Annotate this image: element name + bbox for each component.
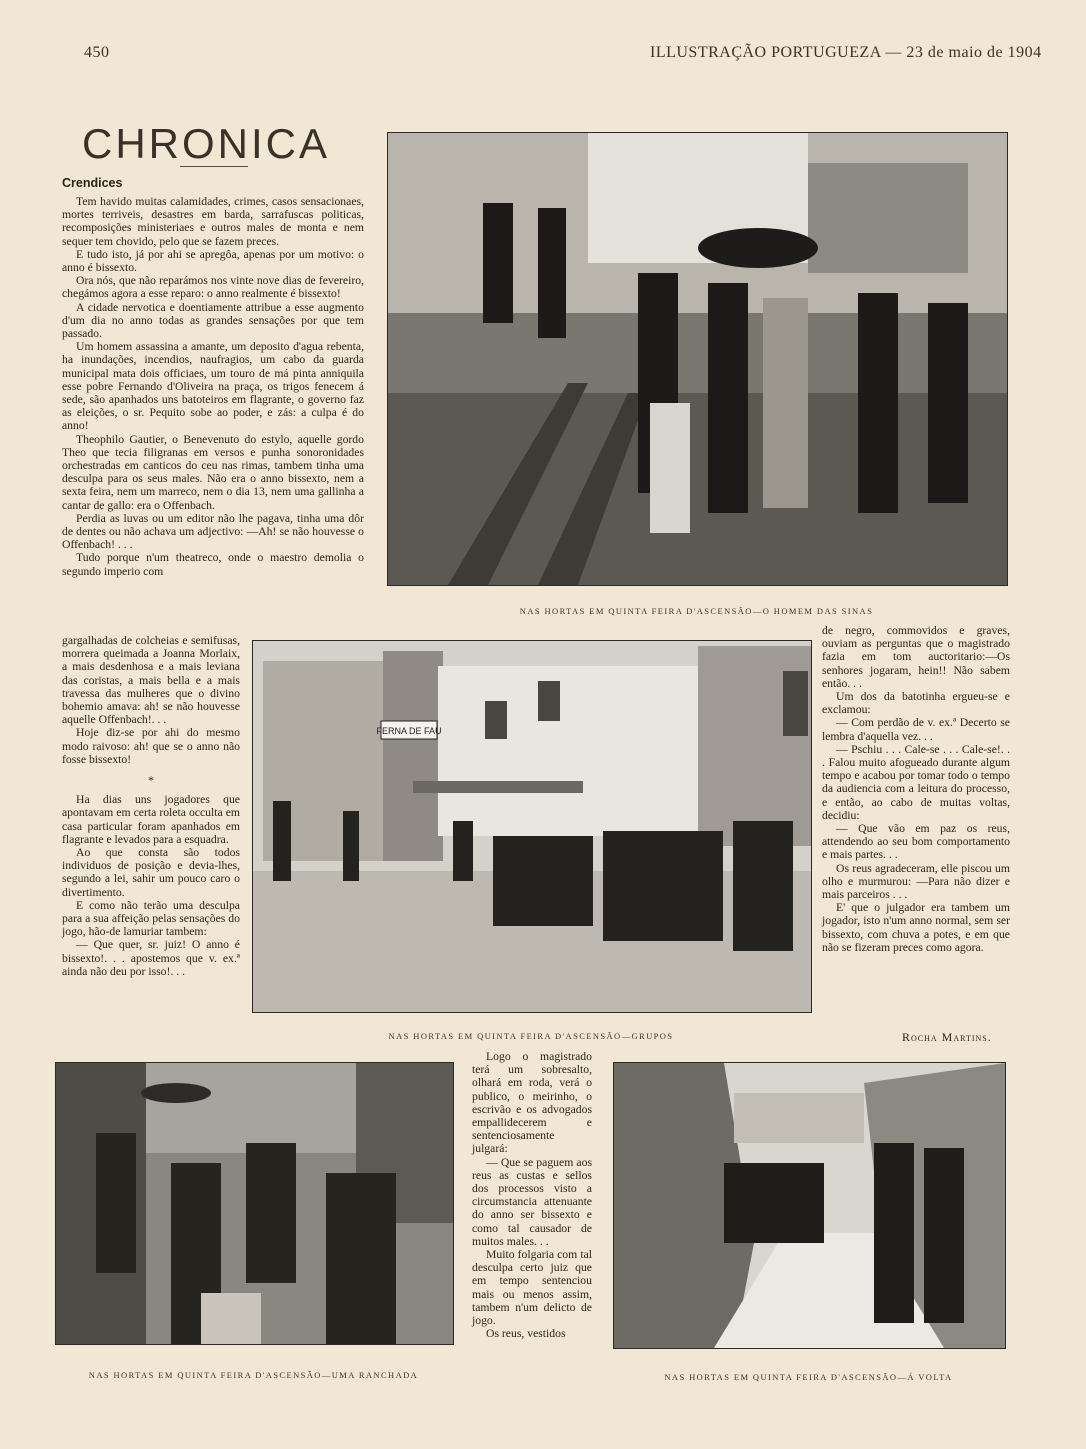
paragraph: Tem havido muitas calamidades, crimes, casos sensacionaes, mortes terriveis, desastres em barda, sarrafuscas politicas, recomposições ministeriaes e outros males de monta e nem sequer tem chovido, pelo que se fazem preces. xyxy=(62,195,364,248)
paragraph: Theophilo Gautier, o Benevenuto do estylo, aquelle gordo Theo que tecia filigranas em versos e punha sonoronidades orchestradas em canticos do ceu nas rimas, tambem tinha uma desculpa para os seus males. Não era o anno bissexto, nem a sexta feira, nem um marreco, nem o dia 13, nem uma gallinha a cantar de gallo: era o Offenbach. xyxy=(62,432,364,512)
paragraph: Hoje diz-se por ahi do mesmo modo raivoso: ah! que se o anno não fosse bissexto! xyxy=(62,726,240,766)
photo-caption: NAS HORTAS EM QUINTA FEIRA D'ASCENSÃO—O HOMEM DAS SINAS xyxy=(519,606,874,616)
photo-uma-ranchada xyxy=(55,1062,454,1345)
photo-caption: NAS HORTAS EM QUINTA FEIRA D'ASCENSÃO—GRUPOS xyxy=(388,1031,674,1041)
street-scene-illustration xyxy=(388,133,1007,585)
paragraph: — Que vão em paz os reus, attendendo ao seu bom comportamento e mais partes. . . xyxy=(822,822,1010,862)
village-street-illustration xyxy=(253,641,811,1012)
column-left-narrow xyxy=(62,634,240,978)
photo-caption: NAS HORTAS EM QUINTA FEIRA D'ASCENSÃO—UMA RANCHADA xyxy=(88,1370,419,1380)
paragraph: A cidade nervotica e doentiamente attribue a esse augmento d'um dia no anno todas as grandes sensações por que tem passado. xyxy=(62,300,364,341)
running-title: ILLUSTRAÇÃO PORTUGUEZA — 23 de maio de 1904 xyxy=(650,44,1042,61)
photo-a-volta xyxy=(613,1062,1006,1349)
column-middle xyxy=(472,1050,592,1340)
paragraph: Tudo porque n'um theatreco, onde o maestro demolia o segundo imperio com xyxy=(62,551,364,578)
paragraph: E tudo isto, já por ahi se apregôa, apenas por um motivo: o anno é bissexto. xyxy=(62,247,364,275)
page-number: 450 xyxy=(84,44,110,61)
paragraph: Ao que consta são todos individuos de posição e devia-lhes, segundo a lei, sahir um pouco caro o divertimento. xyxy=(62,846,240,899)
paragraph: Muito folgaria com tal desculpa certo juiz que em tempo sentenciou mais ou menos assim, tambem n'um delicto de jogo. xyxy=(472,1248,592,1328)
paragraph: Ora nós, que não reparámos nos vinte nove dias de fevereiro, chegámos agora a esse reparo: o anno realmente é bissexto! xyxy=(62,274,364,301)
article-title: CHRONICA xyxy=(82,120,331,167)
paragraph: Ha dias uns jogadores que apontavam em certa roleta occulta em casa particular foram apanhados em flagrante e levados para a esquadra. xyxy=(62,793,240,846)
shop-sign: FERNA DE FAU xyxy=(376,726,442,736)
title-rule xyxy=(180,166,248,167)
paragraph: — Com perdão de v. ex.ª Decerto se lembra d'aquella vez. . . xyxy=(822,716,1010,743)
paragraph: Um dos da batotinha ergueu-se e exclamou: xyxy=(822,690,1010,717)
column-right xyxy=(822,624,1010,954)
photo-caption: NAS HORTAS EM QUINTA FEIRA D'ASCENSÃO—Á VOLTA xyxy=(664,1372,953,1382)
paragraph: Os reus agradeceram, elle piscou um olho e murmurou: —Para não dizer e mais parceiros . . . xyxy=(822,861,1010,902)
paragraph: Os reus, vestidos xyxy=(486,1327,566,1341)
lane-illustration xyxy=(614,1063,1005,1348)
paragraph: — Que se paguem aos reus as custas e sellos dos processos visto a circumstancia attenuante do anno ser bissexto e como tal causador de muitos males. . . xyxy=(472,1155,592,1248)
author-signature: Rocha Martins. xyxy=(902,1030,992,1044)
paragraph: — Que quer, sr. juiz! O anno é bissexto!. . . apostemos que v. ex.ª ainda não deu por isso!. . . xyxy=(62,938,240,978)
column-left-top xyxy=(62,195,364,578)
photo-grupos xyxy=(252,640,812,1013)
paragraph: Logo o magistrado terá um sobresalto, olhará em roda, verá o publico, o meirinho, o escrivão e os advogados empallidecerem e sentenciosamente julgará: xyxy=(472,1050,592,1156)
photo-homem-das-sinas xyxy=(387,132,1008,586)
section-separator: * xyxy=(148,773,154,788)
paragraph: Um homem assassina a amante, um deposito d'agua rebenta, ha inundações, incendios, naufragios, um cabo da guarda municipal mata dois officiaes, um touro de má pinta anniquila esse pobre Fernando d'Oliveira na praça, os trigos fenecem á sede, são apanhados uns batoteiros em flagrante, o governo faz as eleições, o sr. Pequito sobe ao poder, e zás: a culpa é do anno! xyxy=(62,340,364,433)
paragraph: de negro, commovidos e graves, ouviam as perguntas que o magistrado fazia em tom auctoritario:—Os senhores jogaram, hein!! Não sabem então. . . xyxy=(822,624,1010,690)
crowd-illustration xyxy=(56,1063,453,1344)
paragraph: gargalhadas de colcheias e semifusas, morrera queimada a Joanna Morlaix, a mais desdenhosa e a mais leviana das coristas, a mais bella e a mais travessa das mulheres que o divino bohemio amava: ah! se não houvesse aquelle Offenbach!. . . xyxy=(62,634,240,727)
paragraph: E' que o julgador era tambem um jogador, isto n'um anno normal, sem ser bissexto, com chuva a potes, e em que não se fizeram preces como agora. xyxy=(822,901,1010,954)
paragraph: Perdia as luvas ou um editor não lhe pagava, tinha uma dôr de dentes ou não achava um adjectivo: —Ah! se não houvesse o Offenbach! . . . xyxy=(62,511,364,552)
article-subtitle: Crendices xyxy=(62,176,123,190)
paragraph: — Pschiu . . . Cale-se . . . Cale-se!. . . Falou muito afogueado durante algum tempo e acabou por tomar todo o tempo da audiencia com a leitura do processo, e então, ao cabo de muitas voltas, decidiu: xyxy=(822,742,1010,822)
paragraph: E como não terão uma desculpa para a sua affeição pelas sensações do jogo, hão-de lamuriar tambem: xyxy=(62,898,240,939)
